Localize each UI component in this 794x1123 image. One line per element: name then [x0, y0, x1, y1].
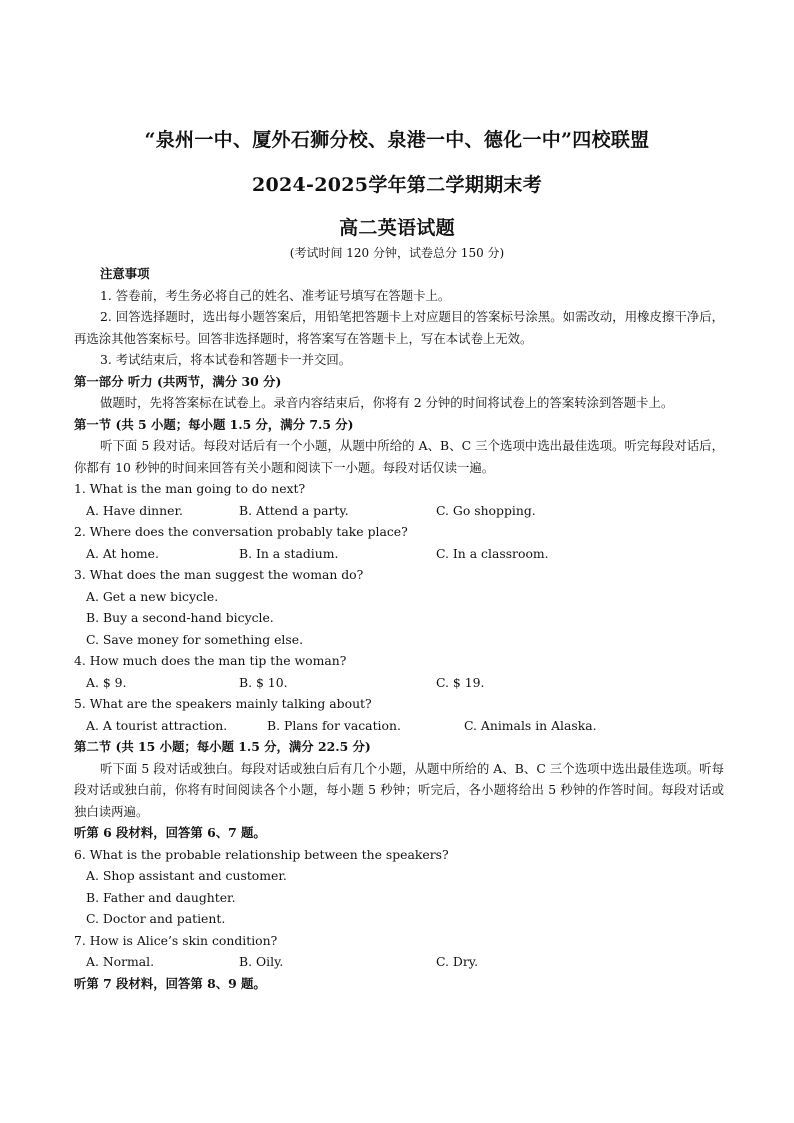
term-title: 2024-2025学年第二学期期末考 [251, 174, 543, 196]
question-1-option-a: A. Have dinner. [86, 502, 183, 518]
question-3-option-b: B. Buy a second-hand bicycle. [86, 610, 274, 625]
question-2-option-b: B. In a stadium. [239, 545, 339, 561]
question-4-option-b: B. $ 10. [239, 674, 288, 690]
question-5-options [74, 715, 724, 737]
question-3-option-c: C. Save money for something else. [86, 631, 304, 647]
question-7-stem: 7. How is Alice’s skin condition? [74, 932, 278, 948]
question-3-stem: 3. What does the man suggest the woman do? [74, 567, 364, 582]
question-2-options [74, 543, 724, 565]
section2-title: 第二节 (共 15 小题；每小题 1.5 分，满分 22.5 分) [74, 739, 371, 754]
question-3-option-a: A. Get a new bicycle. [86, 588, 219, 604]
question-2-option-a: A. At home. [86, 545, 159, 561]
notice-item-3: 3. 考试结束后，将本试卷和答题卡一并交回。 [100, 352, 352, 367]
question-1-stem: 1. What is the man going to do next? [74, 481, 306, 496]
question-7-option-c: C. Dry. [436, 954, 479, 969]
question-6-stem: 6. What is the probable relationship between the speakers? [74, 846, 449, 862]
question-4-options [74, 672, 724, 694]
question-6-option-a: A. Shop assistant and customer. [86, 868, 287, 883]
question-1-option-c: C. Go shopping. [436, 502, 536, 518]
notice-title: 注意事项 [100, 266, 150, 281]
question-6-option-c: C. Doctor and patient. [86, 911, 226, 926]
question-7-option-b: B. Oily. [239, 954, 284, 969]
question-4-option-c: C. $ 19. [436, 674, 485, 690]
part1-title: 第一部分 听力 (共两节，满分 30 分) [74, 373, 282, 389]
question-5-option-c: C. Animals in Alaska. [464, 717, 597, 733]
section1-instruction: 听下面 5 段对话。每段对话后有一个小题，从题中所给的 A、B、C 三个选项中选出最佳选项。听完每段对话后，你都有 10 秒钟的时间来回答有关小题和阅读下一小题。每段对话仅读一遍。 [74, 438, 724, 475]
question-4-stem: 4. How much does the man tip the woman? [74, 653, 347, 668]
question-2-stem: 2. Where does the conversation probably take place? [74, 524, 408, 539]
material-6-heading: 听第 6 段材料，回答第 6、7 题。 [74, 825, 266, 840]
school-alliance-title: “泉州一中、厦外石狮分校、泉港一中、德化一中”四校联盟 [144, 129, 650, 151]
question-5-option-a: A. A tourist attraction. [86, 717, 228, 733]
part1-instruction: 做题时，先将答案标在试卷上。录音内容结束后，你将有 2 分钟的时间将试卷上的答案转涂到答题卡上。 [100, 395, 674, 410]
material-7-heading: 听第 7 段材料，回答第 8、9 题。 [74, 975, 266, 991]
question-2-option-c: C. In a classroom. [436, 545, 549, 561]
question-7-option-a: A. Normal. [86, 954, 155, 969]
question-7-options [74, 951, 724, 973]
question-1-options [74, 500, 724, 522]
section2-instruction: 听下面 5 段对话或独白。每段对话或独白后有几个小题，从题中所给的 A、B、C 三个选项中选出最佳选项。听每段对话或独白前，你将有时间阅读各个小题，每小题 5 秒钟；听完后，各小题将给出 5 秒钟的作答时间。每段对话或独白读两遍。 [74, 760, 724, 819]
notice-item-1: 1. 答卷前，考生务必将自己的姓名、准考证号填写在答题卡上。 [100, 287, 451, 303]
question-1-option-b: B. Attend a party. [239, 502, 349, 518]
question-5-option-b: B. Plans for vacation. [267, 717, 401, 733]
subject-title: 高二英语试题 [339, 217, 455, 239]
exam-info: (考试时间 120 分钟，试卷总分 150 分) [289, 246, 505, 260]
exam-content [74, 263, 724, 994]
question-6-option-b: B. Father and daughter. [86, 889, 236, 905]
notice-item-2: 2. 回答选择题时，选出每小题答案后，用铅笔把答题卡上对应题目的答案标号涂黑。如需改动，用橡皮擦干净后，再选涂其他答案标号。回答非选择题时，将答案写在答题卡上，写在本试卷上无效。 [74, 309, 724, 346]
section1-title: 第一节 (共 5 小题；每小题 1.5 分，满分 7.5 分) [74, 416, 354, 432]
question-4-option-a: A. $ 9. [86, 674, 127, 690]
question-5-stem: 5. What are the speakers mainly talking about? [74, 696, 372, 711]
